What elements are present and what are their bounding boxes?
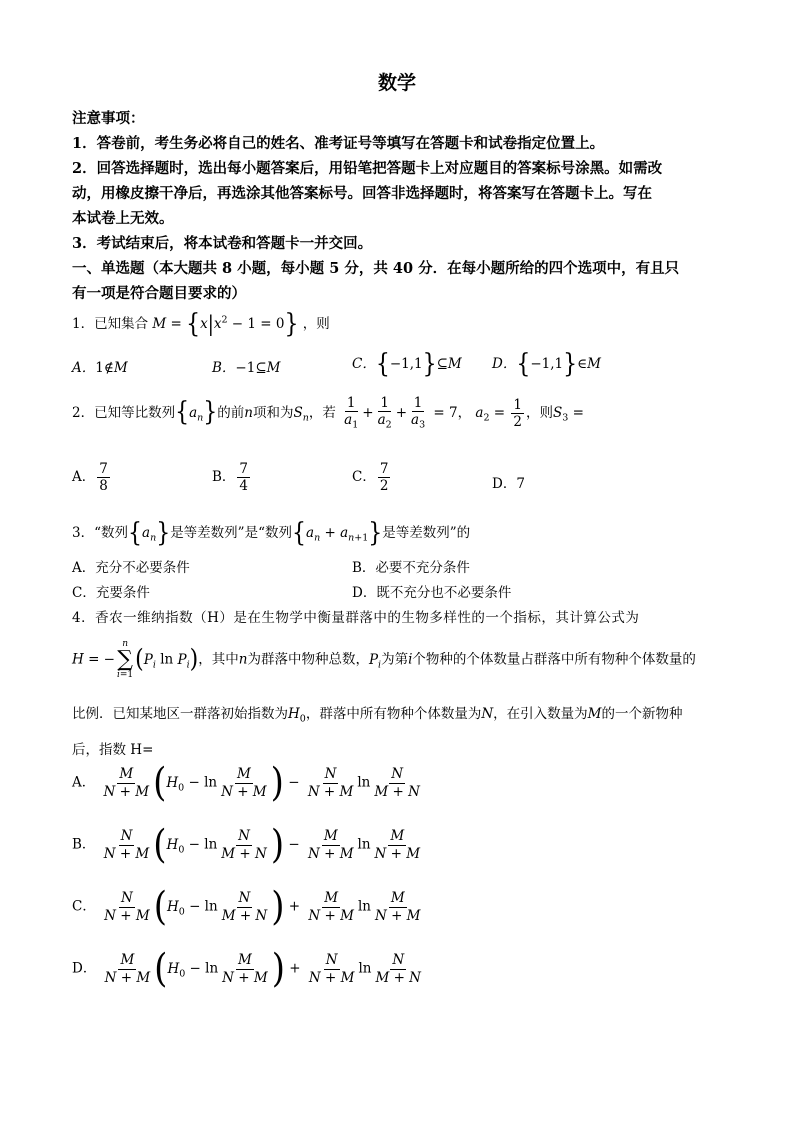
q4-i-var: i bbox=[408, 651, 413, 668]
q4-n-var: n bbox=[238, 651, 248, 668]
question-4-formula: H = − n ∑ i=1 ($P_i$ $\ln P_i$)，其中n为群落中物种总数，$P_i$为第i个物种的个体数量占群落中所有物种个体数量的 bbox=[72, 639, 696, 680]
question-2: 2．已知等比数列$\{a_n\}$的前n项和为$S_n$，若 $\frac{1}{a_1}$ + $\frac{1}{a_2}$ + $\frac{1}{a_3}$ = 7， $a_2$ = $\frac{1}{2}$ ，则$S_3$ = bbox=[72, 395, 584, 431]
q2-frac-3: $\frac{1}{a_3}$ bbox=[411, 395, 426, 431]
q2-sn: $S_n$ bbox=[293, 404, 309, 424]
q3-text-a: 3．“数列 bbox=[72, 525, 128, 541]
note-item-2: 2．回答选择题时，选出每小题答案后，用铅笔把答题卡上对应题目的答案标号涂黑。如需改 bbox=[72, 160, 663, 177]
q4-option-c-label: C． bbox=[72, 898, 96, 915]
q4-N: N bbox=[481, 706, 494, 722]
q2-mid1: 的前 bbox=[217, 404, 245, 421]
q4-pi: $P_i$ bbox=[368, 651, 382, 671]
q2-frac-2: $\frac{1}{a_2}$ bbox=[377, 395, 392, 431]
question-4-line4: 后，指数 H= bbox=[72, 742, 154, 758]
q4-line3-a: 比例．已知某地区一群落初始指数为 bbox=[72, 706, 288, 722]
notes-heading: 注意事项： bbox=[72, 110, 145, 127]
note-item-2-cont: 动，用橡皮擦干净后，再选涂其他答案标号。回答非选择题时，将答案写在答题卡上。写在 bbox=[72, 185, 652, 202]
q3-text-b: 是等差数列”是“数列 bbox=[170, 525, 292, 541]
q4-option-d[interactable]: D． $\frac{M}{N + M}$ ($H_0 - \ln$ $\frac{M}{N + M}$ ) + $\frac{N}{N + M}$ ln $\frac{N}{M + N}$ bbox=[72, 946, 421, 992]
q2-option-a[interactable]: A． $\frac{7}{8}$ bbox=[72, 461, 108, 495]
q2-prefix: 2．已知等比数列 bbox=[72, 404, 176, 421]
q4-option-c[interactable]: C． $\frac{N}{N + M}$ ($H_0 - \ln$ $\frac{N}{M + N}$ ) + $\frac{M}{N + M}$ ln $\frac{M}{N + M}$ bbox=[72, 884, 421, 930]
q4-M: M bbox=[587, 706, 602, 722]
q4-option-b-label: B． bbox=[72, 836, 96, 853]
q2-option-c[interactable]: C． $\frac{7}{2}$ bbox=[352, 461, 389, 495]
q4-option-d-label: D． bbox=[72, 960, 97, 977]
q2-n: n bbox=[244, 404, 253, 421]
q4-tail-d: 个物种的个体数量占群落中所有物种个体数量的 bbox=[412, 651, 696, 668]
q4-option-a-label: A． bbox=[72, 774, 96, 791]
q4-tail-b: 为群落中物种总数， bbox=[247, 651, 369, 668]
note-item-3: 3．考试结束后，将本试卷和答题卡一并交回。 bbox=[72, 235, 373, 252]
question-3 bbox=[72, 517, 471, 548]
q2-mid2: 项和为 bbox=[252, 404, 294, 421]
note-item-1: 1．答卷前，考生务必将自己的姓名、准考证号等填写在答题卡和试卷指定位置上。 bbox=[72, 135, 605, 152]
q4-h0: $H_0$ bbox=[288, 706, 306, 725]
q4-line3-c: ，在引入数量为 bbox=[493, 706, 588, 722]
q2-s3: $S_3$ bbox=[553, 404, 569, 424]
q1-option-c[interactable]: C．{−1,1}⊆M bbox=[352, 348, 462, 379]
q4-line3-b: ，群落中所有物种个体数量为 bbox=[305, 706, 482, 722]
page-title: 数学 bbox=[377, 72, 416, 94]
q1-set-expr: $M = \{x|x^2 - 1 = 0\}$ bbox=[152, 308, 299, 339]
q2-option-b[interactable]: B． $\frac{7}{4}$ bbox=[212, 461, 249, 495]
section-heading: 一、单选题（本大题共 8 小题，每小题 5 分，共 40 分．在每小题所给的四个选项中，有且只 bbox=[72, 260, 680, 277]
sum-symbol: n ∑ i=1 bbox=[117, 639, 134, 680]
q2-frac-1: $\frac{1}{a_1}$ bbox=[344, 395, 359, 431]
question-1 bbox=[72, 308, 330, 339]
q1-suffix: ，则 bbox=[302, 316, 330, 332]
q4-tail-c: 为第 bbox=[381, 651, 409, 668]
q1-option-d[interactable]: D．{−1,1}∈M bbox=[492, 348, 601, 379]
q2-mid3: ，若 bbox=[308, 404, 336, 421]
q1-option-b[interactable]: B．−1⊆M bbox=[212, 360, 281, 376]
q3-text-c: 是等差数列”的 bbox=[382, 525, 471, 541]
q4-option-b[interactable]: B． $\frac{N}{N + M}$ ($H_0 - \ln$ $\frac{N}{M + N}$ ) − $\frac{M}{N + M}$ ln $\frac{M}{N + M}$ bbox=[72, 822, 421, 868]
note-item-2-cont2: 本试卷上无效。 bbox=[72, 210, 174, 227]
q3-option-d[interactable]: D．既不充分也不必要条件 bbox=[352, 585, 512, 601]
q4-option-a[interactable]: A． $\frac{M}{N + M}$ ($H_0 - \ln$ $\frac{M}{N + M}$ ) − $\frac{N}{N + M}$ ln $\frac{N}{M + N}$ bbox=[72, 760, 420, 806]
q2-option-d[interactable]: D．7 bbox=[492, 476, 525, 492]
q4-line3-d: 的一个新物种 bbox=[601, 706, 683, 722]
q3-option-c[interactable]: C．充要条件 bbox=[72, 585, 150, 601]
q2-tail: ，则 bbox=[526, 404, 553, 421]
question-4-line3 bbox=[72, 702, 682, 725]
q3-seq-a: $\{a_n\}$ bbox=[128, 517, 171, 548]
q3-option-b[interactable]: B．必要不充分条件 bbox=[352, 560, 470, 576]
q3-option-a[interactable]: A．充分不必要条件 bbox=[72, 560, 190, 576]
q1-prefix: 1．已知集合 bbox=[72, 316, 149, 332]
q2-sep: ， bbox=[457, 404, 472, 421]
q3-seq-b: $\{a_n + a_{n+1}\}$ bbox=[292, 517, 383, 548]
question-4-line1: 4．香农一维纳指数（H）是在生物学中衡量群落中的生物多样性的一个指标，其计算公式为 bbox=[72, 610, 640, 626]
q1-option-a[interactable]: A．1∉M bbox=[72, 360, 128, 376]
q4-tail-a: ，其中 bbox=[198, 651, 239, 668]
q2-seq: $\{a_n\}$ bbox=[175, 397, 218, 428]
q2-frac-half: $\frac{1}{2}$ bbox=[513, 396, 522, 430]
section-heading-cont: 有一项是符合题目要求的） bbox=[72, 285, 246, 302]
